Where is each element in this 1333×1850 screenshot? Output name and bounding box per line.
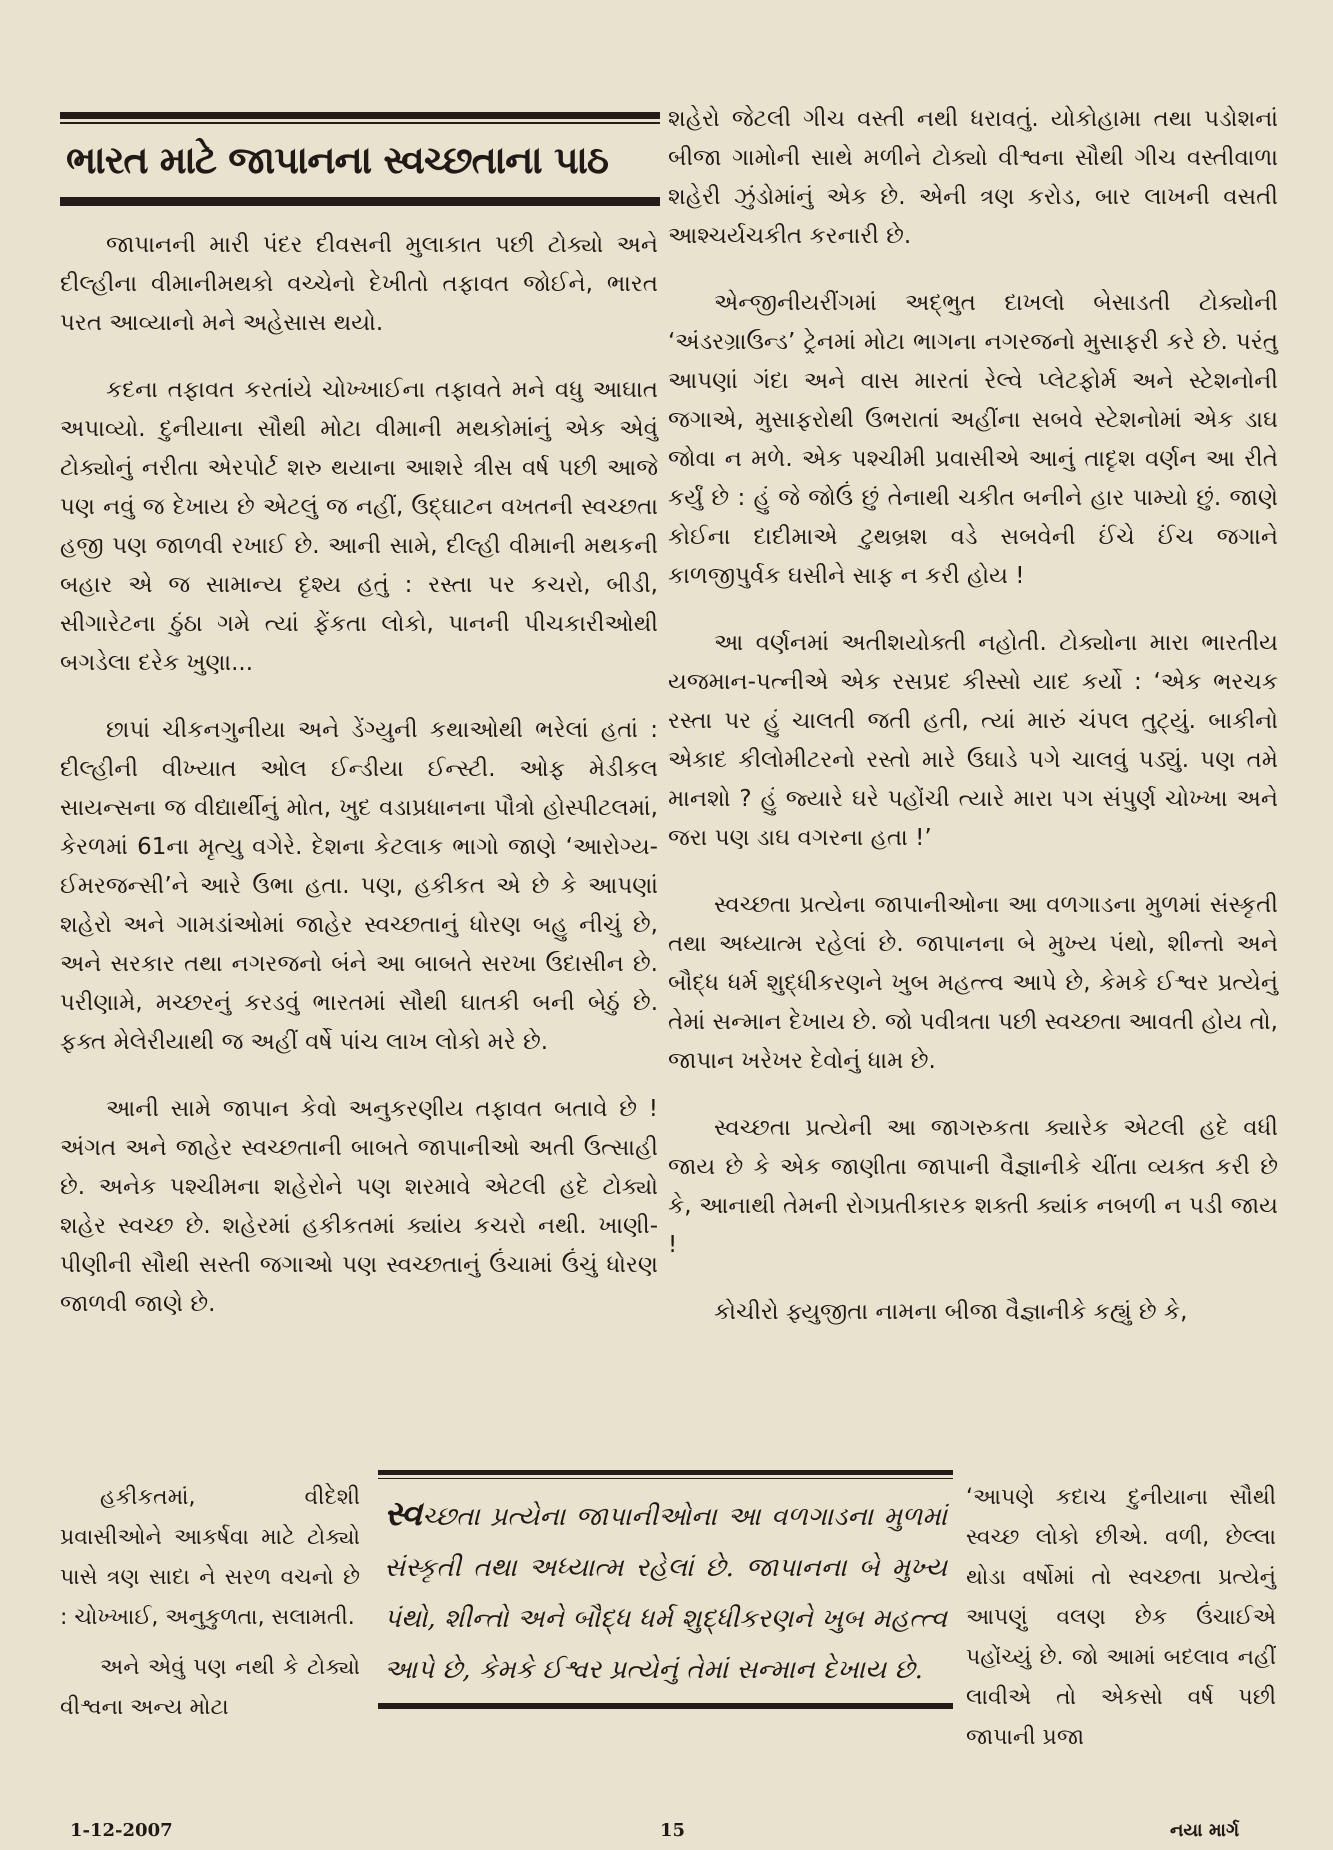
title-rule-bottom — [60, 199, 660, 206]
pull-quote-lead: સ્વ — [384, 1494, 423, 1534]
paragraph: એન્જીનીયરીંગમાં અદ્‌ભુત દાખલો બેસાડતી ટોક્યોની ‘અંડરગ્રાઉન્ડ’ ટ્રેનમાં મોટા ભાગના નગરજનો મુસાફરી કરે છે. પરંતુ આપણાં ગંદા અને વાસ મારતાં રેલ્વે પ્લેટફોર્મ અને સ્ટેશનોની જગાએ, મુસાફરોથી ઉભરાતાં અહીંના સબવે સ્ટેશનોમાં એક ડાઘ જોવા ન મળે. એક પશ્ચીમી પ્રવાસીએ આનું તાદૃશ વર્ણન આ રીતે કર્યું છે : હું જે જોઉં છું તેનાથી ચકીત બનીને હાર પામ્યો છું. જાણે કોઈના દાદીમાએ ટુથબ્રશ વડે સબવેની ઈંચે ઈંચ જગાને કાળજીપુર્વક ઘસીને સાફ ન કરી હોય ! — [668, 290, 1278, 589]
issue-date: 1-12-2007 — [70, 1820, 173, 1841]
paragraph: શહેરો જેટલી ગીચ વસ્તી નથી ધરાવતું. યોકોહામા તથા પડોશનાં બીજા ગામોની સાથે મળીને ટોક્યો વીશ્વના સૌથી ગીચ વસ્તીવાળા શહેરી ઝુંડોમાંનું એક છે. એની ત્રણ કરોડ, બાર લાખની વસતી આશ્ચર્યચકીત કરનારી છે. — [668, 106, 1278, 249]
paragraph: સ્વચ્છતા પ્રત્યેના જાપાનીઓના આ વળગાડના મુળમાં સંસ્કૃતી તથા અધ્યાત્મ રહેલાં છે. જાપાનના બે મુખ્ય પંથો, શીન્તો અને બૌદ્ધ ધર્મ શુદ્ધીકરણને ખુબ મહત્ત્વ આપે છે, કેમકે ઈશ્વર પ્રત્યેનું તેમાં સન્માન દેખાય છે. જો પવીત્રતા પછી સ્વચ્છતા આવતી હોય તો, જાપાન ખરેખર દેવોનું ધામ છે. — [668, 892, 1278, 1074]
magazine-name: નયા માર્ગ — [1170, 1820, 1240, 1841]
page-number: 15 — [660, 1820, 686, 1841]
paragraph: છાપાં ચીકનગુનીયા અને ડેંગ્યુની કથાઓથી ભરેલાં હતાં : દીલ્હીની વીખ્યાત ઓલ ઈન્ડીયા ઈન્સ્ટી. ઓફ મેડીકલ સાયન્સના જ વીદ્યાર્થીનું મોત, ખુદ વડાપ્રધાનના પૌત્રો હોસ્પીટલમાં, કેરળમાં 61ના મૃત્યુ વગેરે. દેશના કેટલાક ભાગો જાણે ‘આરોગ્ય-ઈમરજન્સી’ને આરે ઉભા હતા. પણ, હકીકત એ છે કે આપણાં શહેરો અને ગામડાંઓમાં જાહેર સ્વચ્છતાનું ધોરણ બહુ નીચું છે, અને સરકાર તથા નગરજનો બંને આ બાબતે સરખા ઉદાસીન છે. પરીણામે, મચ્છરનું કરડવું ભારતમાં સૌથી ઘાતકી બની બેઠું છે. ફક્ત મેલેરીયાથી જ અહીં વર્ષે પાંચ લાખ લોકો મરે છે. — [60, 717, 658, 1055]
right-column — [668, 100, 1278, 1360]
paragraph: હકીકતમાં, વીદેશી પ્રવાસીઓને આકર્ષવા માટે ટોક્યો પાસે ત્રણ સાદા ને સરળ વચનો છે : ચોખ્ખાઈ, અનુકુળતા, સલામતી. — [60, 1485, 360, 1630]
pull-quote-text — [378, 1479, 953, 1700]
paragraph: આ વર્ણનમાં અતીશયોક્તી નહોતી. ટોક્યોના મારા ભારતીય યજમાન-પત્નીએ એક રસપ્રદ કીસ્સો યાદ કર્યો : ‘એક ભરચક રસ્તા પર હું ચાલતી જતી હતી, ત્યાં મારું ચંપલ તુટ્યું. બાકીનો એકાદ કીલોમીટરનો રસ્તો મારે ઉઘાડે પગે ચાલવું પડ્યું. પણ તમે માનશો ? હું જ્યારે ઘરે પહોંચી ત્યારે મારા પગ સંપુર્ણ ચોખ્ખા અને જરા પણ ડાઘ વગરના હતા !’ — [668, 630, 1278, 851]
paragraph: ‘આપણે કદાચ દુનીયાના સૌથી સ્વચ્છ લોકો છીએ. વળી, છેલ્લા થોડા વર્ષોમાં તો સ્વચ્છતા પ્રત્યેનું આપણું વલણ છેક ઉંચાઈએ પહોંચ્યું છે. જો આમાં બદલાવ નહીં લાવીએ તો એકસો વર્ષ પછી જાપાની પ્રજા — [966, 1485, 1276, 1750]
bottom-right-column — [966, 1478, 1276, 1786]
paragraph: અને એવું પણ નથી કે ટોક્યો વીશ્વના અન્ય મોટા — [60, 1655, 360, 1720]
left-column — [60, 226, 658, 1352]
pull-quote-body: ચ્છતા પ્રત્યેના જાપાનીઓના આ વળગાડના મુળમાં સંસ્કૃતી તથા અધ્યાત્મ રહેલાં છે. જાપાનના બે મુખ્ય પંથો, શીન્તો અને બૌદ્ધ ધર્મ શુદ્ધીકરણને ખુબ મહત્ત્વ આપે છે, કેમકે ઈશ્વર પ્રત્યેનું તેમાં સન્માન દેખાય છે. — [384, 1502, 947, 1685]
article-title-block — [60, 112, 660, 206]
article-title: ભારત માટે જાપાનના સ્વચ્છતાના પાઠ — [66, 138, 609, 182]
paragraph: જાપાનની મારી પંદર દીવસની મુલાકાત પછી ટોક્યો અને દીલ્હીના વીમાનીમથકો વચ્ચેનો દેખીતો તફાવત જોઈને, ભારત પરત આવ્યાનો મને અહેસાસ થયો. — [60, 232, 658, 336]
bottom-left-column — [60, 1478, 360, 1738]
title-rule-top — [60, 112, 660, 119]
pull-quote — [378, 1470, 953, 1709]
pull-quote-rule-top — [378, 1470, 953, 1475]
paragraph: આની સામે જાપાન કેવો અનુકરણીય તફાવત બતાવે છે ! અંગત અને જાહેર સ્વચ્છતાની બાબતે જાપાનીઓ અતી ઉત્સાહી છે. અનેક પશ્ચીમના શહેરોને પણ શરમાવે એટલી હદે ટોક્યો શહેર સ્વચ્છ છે. શહેરમાં હકીકતમાં ક્યાંય કચરો નથી. ખાણી-પીણીની સૌથી સસ્તી જગાઓ પણ સ્વચ્છતાનું ઉંચામાં ઉંચું ધોરણ જાળવી જાણે છે. — [60, 1096, 658, 1317]
paragraph: સ્વચ્છતા પ્રત્યેની આ જાગરુકતા ક્યારેક એટલી હદે વધી જાય છે કે એક જાણીતા જાપાની વૈજ્ઞાનીકે ચીંતા વ્યક્ત કરી છે કે, આનાથી તેમની રોગપ્રતીકારક શક્તી ક્યાંક નબળી ન પડી જાય ! — [668, 1115, 1278, 1258]
paragraph: કદના તફાવત કરતાંયે ચોખ્ખાઈના તફાવતે મને વધુ આઘાત અપાવ્યો. દુનીયાના સૌથી મોટા વીમાની મથકોમાંનું એક એવું ટોક્યોનું નરીતા એરપોર્ટ શરુ થયાના આશરે ત્રીસ વર્ષ પછી આજે પણ નવું જ દેખાય છે એટલું જ નહીં, ઉદ્‌ઘાટન વખતની સ્વચ્છતા હજી પણ જાળવી રખાઈ છે. આની સામે, દીલ્હી વીમાની મથકની બહાર એ જ સામાન્ય દૃશ્ય હતું : રસ્તા પર કચરો, બીડી, સીગારેટના ઠુંઠા ગમે ત્યાં ફેંકતા લોકો, પાનની પીચકારીઓથી બગડેલા દરેક ખુણા... — [60, 377, 658, 676]
pull-quote-rule-bottom — [378, 1704, 953, 1709]
paragraph: કોચીરો ફ્યુજીતા નામના બીજા વૈજ્ઞાનીકે કહ્યું છે કે, — [714, 1299, 1188, 1325]
